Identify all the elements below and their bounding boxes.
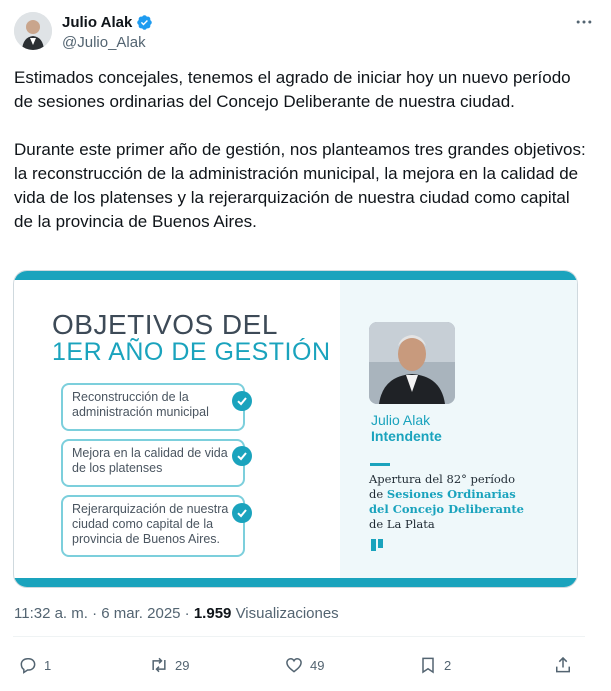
objective-text: Mejora en la calidad de vida de los platenses: [72, 446, 228, 475]
author-avatar[interactable]: [14, 12, 52, 50]
tweet-meta: [14, 605, 339, 622]
views-count: 1.959: [193, 605, 232, 622]
tweet-paragraph: Estimados concejales, tenemos el agrado de iniciar hoy un nuevo período de sesiones ordinarias del Concejo Deliberante de nuestra ciudad.: [14, 68, 571, 111]
author-name[interactable]: Julio Alak: [62, 14, 133, 31]
tweet-media-image[interactable]: [13, 270, 578, 588]
media-top-band: [14, 271, 577, 280]
tweet-text: [14, 66, 586, 234]
like-button[interactable]: [284, 653, 324, 677]
more-options-icon[interactable]: [574, 12, 594, 32]
la-plata-logo-icon: [371, 539, 385, 551]
share-icon: [553, 655, 573, 675]
like-count: 49: [310, 657, 325, 673]
session-line1: Apertura del 82° período: [369, 472, 516, 486]
bookmark-icon: [418, 655, 438, 675]
reply-button[interactable]: [18, 653, 51, 677]
objective-item: [61, 383, 245, 431]
tweet-header: [14, 12, 598, 56]
author-handle[interactable]: @Julio_Alak: [62, 34, 146, 51]
objectives-title-line1: OBJETIVOS DEL: [52, 309, 278, 340]
objective-item: [61, 439, 245, 487]
media-bottom-band: [14, 578, 577, 587]
mayor-role: Intendente: [371, 428, 442, 444]
objective-text: Rejerarquización de nuestra ciudad como capital de la provincia de Buenos Aires.: [72, 502, 229, 546]
author-name-row: [62, 14, 153, 31]
objective-text: Reconstrucción de la administración municipal: [72, 390, 209, 419]
tweet-time[interactable]: 11:32 a. m.: [14, 605, 88, 622]
objective-item: [61, 495, 245, 557]
portrait-photo-icon: [369, 322, 455, 404]
check-icon: [232, 391, 252, 411]
mayor-name: Julio Alak: [371, 412, 431, 428]
verified-badge-icon: [136, 14, 153, 31]
check-icon: [232, 503, 252, 523]
check-icon: [232, 446, 252, 466]
repost-icon: [149, 655, 169, 675]
session-caption: [369, 472, 559, 532]
views-label: Visualizaciones: [235, 605, 339, 622]
bookmark-button[interactable]: [418, 653, 451, 677]
actions-divider: [13, 636, 585, 637]
mayor-photo: [369, 322, 455, 404]
session-de: de: [369, 487, 384, 501]
meta-separator: ·: [184, 605, 190, 622]
accent-divider: [370, 463, 390, 466]
heart-icon: [284, 655, 304, 675]
tweet-date[interactable]: 6 mar. 2025: [101, 605, 181, 622]
repost-button[interactable]: [149, 653, 189, 677]
repost-count: 29: [175, 657, 190, 673]
tweet-paragraph: Durante este primer año de gestión, nos planteamos tres grandes objetivos: la reconstrucción de la administración municipal, la mejora en la calidad de vida de los platenses y la rejerarquización de nuestra ciudad como capital de la provincia de Buenos Aires.: [14, 140, 586, 231]
session-highlight2: del Concejo Deliberante: [369, 502, 524, 516]
objectives-title-line2: 1ER AÑO DE GESTIÓN: [52, 338, 331, 366]
share-button[interactable]: [553, 653, 573, 677]
avatar-photo-icon: [14, 12, 52, 50]
session-highlight1: Sesiones Ordinarias: [386, 487, 516, 501]
reply-icon: [18, 655, 38, 675]
tweet-actions: [14, 653, 584, 677]
session-line4: de La Plata: [369, 517, 435, 531]
reply-count: 1: [44, 657, 52, 673]
bookmark-count: 2: [444, 657, 452, 673]
meta-separator: ·: [92, 605, 98, 622]
